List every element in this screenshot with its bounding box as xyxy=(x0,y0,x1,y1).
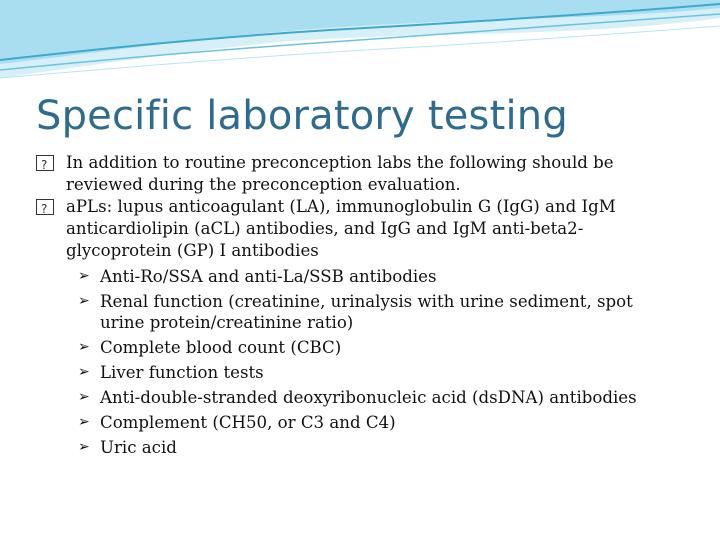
sub-bullet-item xyxy=(36,387,676,408)
sub-bullet-item xyxy=(36,437,676,458)
sub-bullet-text: Complete blood count (CBC) xyxy=(100,338,342,357)
sub-bullet-text: Uric acid xyxy=(100,438,177,457)
slide-body xyxy=(36,152,676,458)
sub-bullet-text: Anti-Ro/SSA and anti-La/SSB antibodies xyxy=(100,267,437,286)
arrow-bullet-icon: ➢ xyxy=(78,268,90,284)
sub-bullet-item xyxy=(36,291,676,333)
sub-bullet-text: Liver function tests xyxy=(100,363,264,382)
sub-bullet-text: Renal function (creatinine, urinalysis with urine sediment, spot urine protein/creatinine ratio) xyxy=(100,292,633,332)
arrow-bullet-icon: ➢ xyxy=(78,339,90,355)
arrow-bullet-icon: ➢ xyxy=(78,293,90,309)
arrow-bullet-icon: ➢ xyxy=(78,364,90,380)
sub-bullet-text: Complement (CH50, or C3 and C4) xyxy=(100,413,396,432)
decorative-wave-header xyxy=(0,0,720,90)
bullet-item xyxy=(36,196,676,262)
bullet-marker-icon xyxy=(36,155,54,171)
sub-bullet-item xyxy=(36,412,676,433)
sub-bullet-text: Anti-double-stranded deoxyribonucleic acid (dsDNA) antibodies xyxy=(100,388,637,407)
bullet-marker-icon xyxy=(36,199,54,215)
arrow-bullet-icon: ➢ xyxy=(78,389,90,405)
sub-bullet-item xyxy=(36,337,676,358)
arrow-bullet-icon: ➢ xyxy=(78,439,90,455)
bullet-text: aPLs: lupus anticoagulant (LA), immunoglobulin G (IgG) and IgM anticardiolipin (aCL) antibodies, and IgG and IgM anti-beta2-glycoprotein (GP) I antibodies xyxy=(66,197,616,260)
arrow-bullet-icon: ➢ xyxy=(78,414,90,430)
bullet-item xyxy=(36,152,676,196)
sub-bullet-item xyxy=(36,362,676,383)
bullet-text: In addition to routine preconception labs the following should be reviewed during the preconception evaluation. xyxy=(66,153,614,194)
slide-title: Specific laboratory testing xyxy=(36,93,568,139)
sub-bullet-item xyxy=(36,266,676,287)
